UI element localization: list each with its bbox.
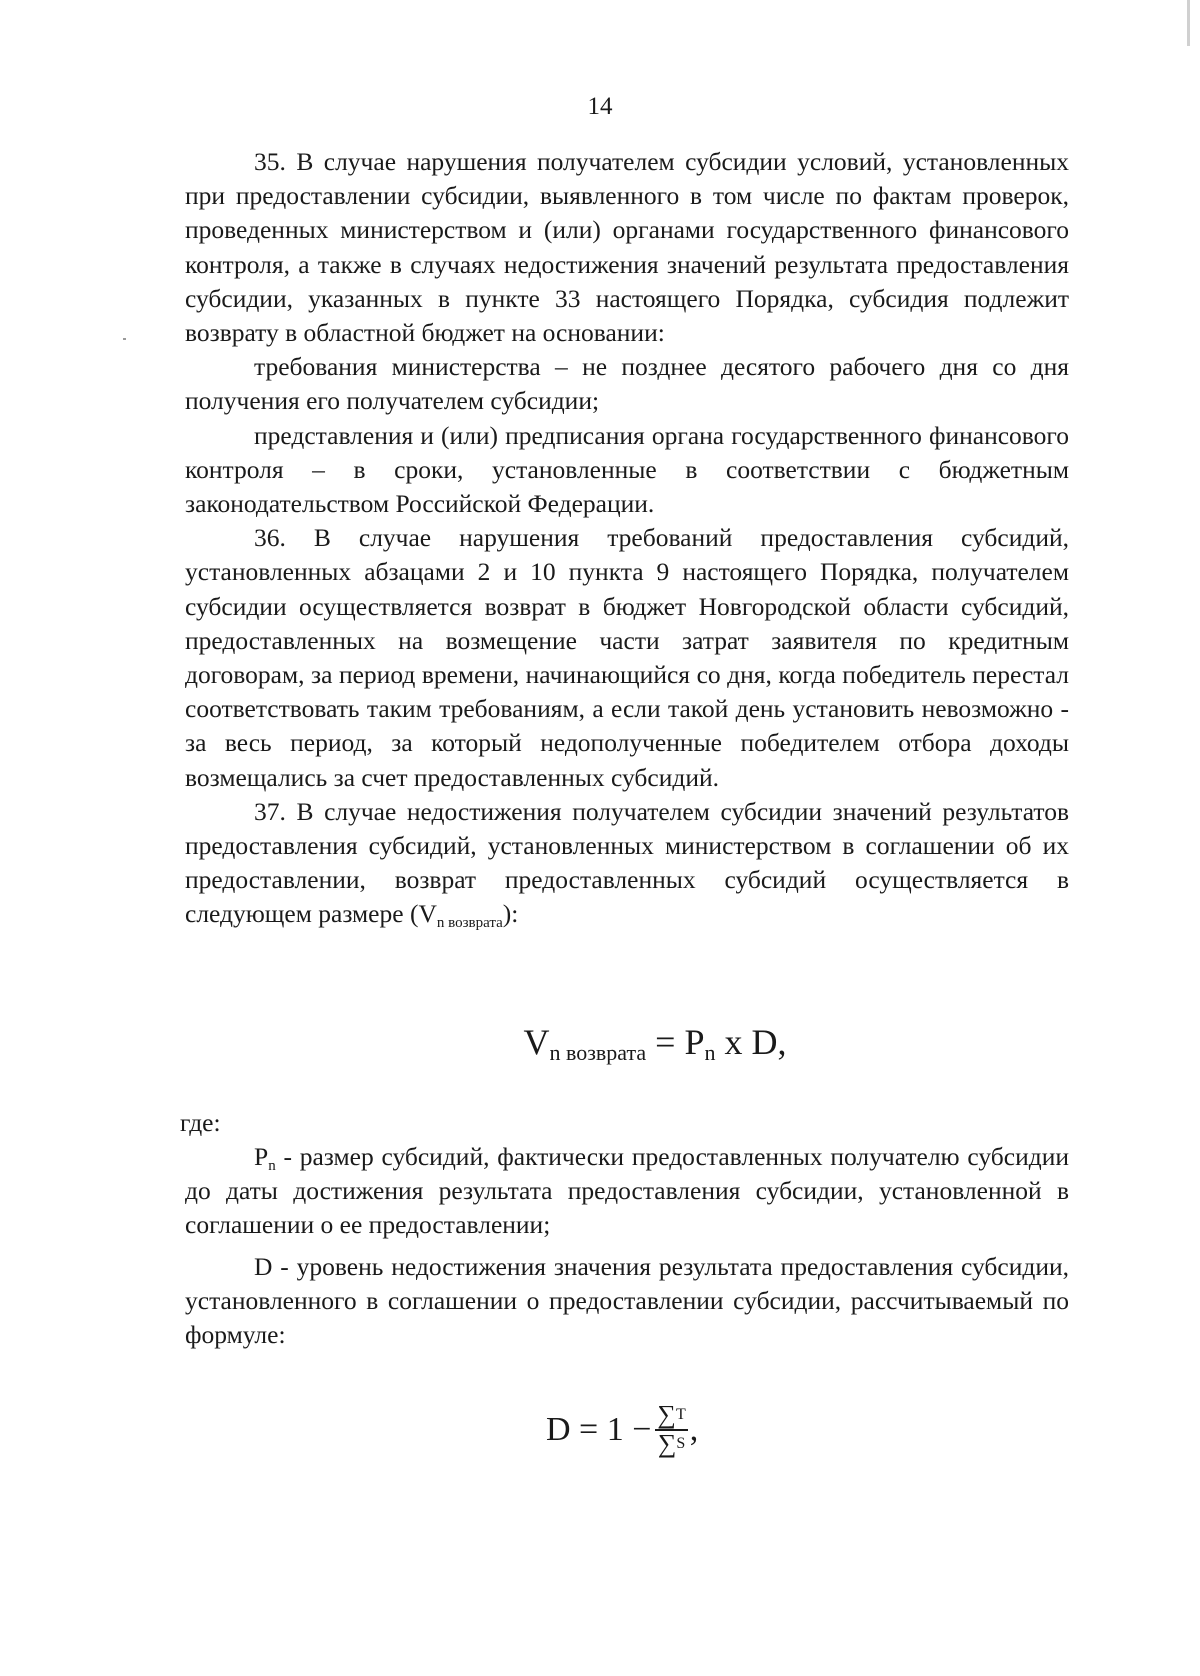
numerator-variable: T <box>675 1406 686 1424</box>
denominator-sum-sign: ∑ <box>657 1428 677 1458</box>
formula-2-tail: , <box>689 1411 699 1448</box>
definition-d-block <box>185 1250 1069 1353</box>
paragraph-37-end: ): <box>502 899 519 929</box>
formula-2-denominator <box>656 1428 687 1458</box>
formula-1-p-subscript: n <box>704 1040 716 1065</box>
definition-pn-symbol: P <box>254 1142 269 1171</box>
formula-2-fraction <box>655 1402 687 1457</box>
paragraph-35-item-2: представления и (или) предписания органа государственного финансового контроля – в сроки, установленные в соответствии с бюджетным законодательством Российской Федерации. <box>185 420 1069 519</box>
formula-1-equals: = <box>646 1022 685 1062</box>
formula-return-amount <box>0 1020 1200 1064</box>
paragraph-35-item-1: требования министерства – не позднее десятого рабочего дня со дня получения его получателем субсидии; <box>185 352 1069 416</box>
formula-1-p: P <box>684 1022 705 1062</box>
scan-margin-mark <box>123 338 126 340</box>
definition-pn-block <box>185 1140 1069 1243</box>
definition-d: D - уровень недостижения значения результата предоставления субсидии, установленного в соглашении о предоставлении субсидии, рассчитываемый по формуле: <box>185 1252 1069 1350</box>
formula-1-lhs-subscript: n возврата <box>549 1040 647 1065</box>
scan-edge-mark <box>1187 0 1190 46</box>
where-label: где: <box>180 1108 221 1137</box>
definition-pn <box>185 1140 1069 1243</box>
definition-pn-text: - размер субсидий, фактически предоставленных получателю субсидии до даты достижения результата предоставления субсидии, установленной в соглашении о ее предоставлении; <box>185 1142 1069 1240</box>
paragraph-37-variable-subscript: n возврата <box>436 915 503 932</box>
paragraph-37 <box>185 795 1069 932</box>
definition-pn-subscript: n <box>268 1158 276 1174</box>
formula-2-numerator <box>655 1402 687 1429</box>
main-text-block <box>185 145 1069 932</box>
paragraph-37-variable: V <box>418 899 437 929</box>
numerator-sum-sign: ∑ <box>657 1400 676 1430</box>
formula-1-rest: x D, <box>715 1022 787 1062</box>
formula-2-lhs: D = 1 − <box>546 1411 652 1448</box>
paragraph-35: 35. В случае нарушения получателем субсидии условий, установленных при предоставлении субсидии, выявленного в том числе по фактам проверок, проведенных министерством и (или) органами государственного финансового контроля, а также в случаях недостижения значений результата предоставления субсидии, указанных в пункте 33 настоящего Порядка, субсидия подлежит возврату в областной бюджет на основании: <box>185 147 1069 348</box>
formula-1-lhs: V <box>523 1022 550 1062</box>
formula-d <box>546 1395 698 1465</box>
paragraph-36: 36. В случае нарушения требований предоставления субсидий, установленных абзацами 2 и 10 пункта 9 настоящего Порядка, получателем субсидии осуществляется возврат в бюджет Новгородской области субсидий, предоставленных на возмещение части затрат заявителя по кредитным договорам, за период времени, начинающийся со дня, когда победитель перестал соответствовать таким требованиям, а если такой день установить невозможно - за весь период, за который недополученные победителем отбора доходы возмещались за счет предоставленных субсидий. <box>185 523 1069 792</box>
paragraph-37-text: 37. В случае недостижения получателем субсидии значений результатов предоставления субсидий, установленных министерством в соглашении об их предоставлении, возврат предоставленных субсидий осуществляется в следующем размере ( <box>185 796 1069 929</box>
denominator-variable: S <box>676 1434 686 1452</box>
page-number: 14 <box>587 93 613 120</box>
